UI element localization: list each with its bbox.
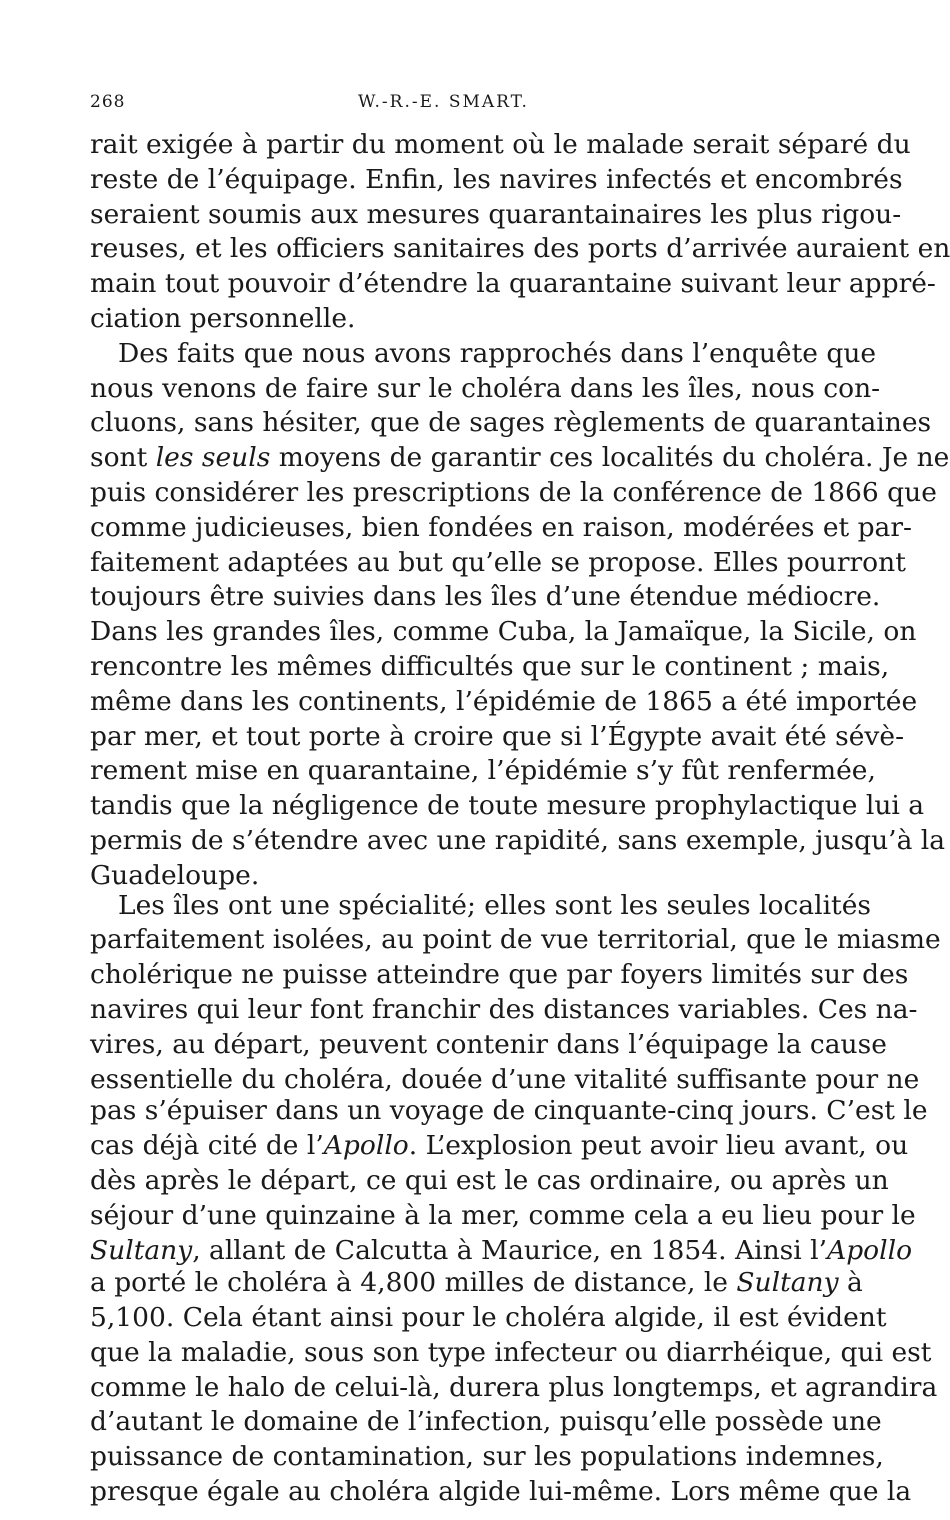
text-line: dès après le départ, ce qui est le cas ordinaire, ou après un <box>90 1164 889 1196</box>
text-segment: a porté le choléra à 4,800 milles de distance, le <box>90 1267 737 1299</box>
text-line: Dans les grandes îles, comme Cuba, la Jamaïque, la Sicile, on <box>90 616 917 648</box>
text-line: par mer, et tout porte à croire que si l’Égypte avait été sévè- <box>90 720 905 752</box>
text-line: tandis que la négligence de toute mesure prophylactique lui a <box>90 790 925 822</box>
text-line: parfaitement isolées, au point de vue territorial, que le miasme <box>90 924 941 956</box>
text-segment: moyens de garantir ces localités du choléra. Je ne <box>270 442 950 474</box>
running-title: W.-R.-E. SMART. <box>358 92 529 112</box>
text-line: nous venons de faire sur le choléra dans les îles, nous con- <box>90 372 881 404</box>
text-segment: , allant de Calcutta à Maurice, en 1854. Ainsi l’ <box>192 1234 828 1266</box>
text-segment: . L’explosion peut avoir lieu avant, ou <box>408 1130 909 1162</box>
text-line: seraient soumis aux mesures quarantainaires les plus rigou- <box>90 198 902 230</box>
text-line: toujours être suivies dans les îles d’une étendue médiocre. <box>90 581 881 613</box>
page-number: 268 <box>90 92 126 112</box>
text-line: d’autant le domaine de l’infection, puisqu’elle possède une <box>90 1406 882 1438</box>
emphasis-text: les seuls <box>155 442 271 474</box>
body-text <box>90 128 950 1520</box>
text-line: permis de s’étendre avec une rapidité, sans exemple, jusqu’à la <box>90 824 946 856</box>
text-line: Guadeloupe. <box>90 859 260 891</box>
text-line: rement mise en quarantaine, l’épidémie s’y fût renfermée, <box>90 755 876 787</box>
text-line <box>90 1129 909 1164</box>
text-line: cholérique ne puisse atteindre que par foyers limités sur des <box>90 959 909 991</box>
text-line: reuses, et les officiers sanitaires des ports d’arrivée auraient en <box>90 233 950 265</box>
text-line: que la maladie, sous son type infecteur ou diarrhéique, qui est <box>90 1336 932 1368</box>
emphasis-text: Apollo <box>323 1130 409 1162</box>
text-line <box>90 1266 863 1301</box>
text-line: 5,100. Cela étant ainsi pour le choléra algide, il est évident <box>90 1302 887 1334</box>
text-line: rait exigée à partir du moment où le malade serait séparé du <box>90 129 911 160</box>
text-line: même dans les continents, l’épidémie de 1865 a été importée <box>90 685 918 717</box>
text-line: rencontre les mêmes difficultés que sur le continent ; mais, <box>90 650 890 682</box>
page-header <box>90 92 740 116</box>
text-line <box>90 1234 913 1269</box>
text-line: ciation personnelle. <box>90 302 356 334</box>
emphasis-text: Sultany <box>736 1267 839 1299</box>
text-segment: cas déjà cité de l’ <box>90 1130 324 1162</box>
text-line: presque égale au choléra algide lui-même. Lors même que la <box>90 1476 912 1508</box>
paragraph-start: Les îles ont une spécialité; elles sont les seules localités <box>118 889 871 921</box>
text-line <box>90 441 950 476</box>
text-line: séjour d’une quinzaine à la mer, comme cela a eu lieu pour le <box>90 1199 916 1231</box>
text-line: essentielle du choléra, douée d’une vitalité suffisante pour ne <box>90 1063 920 1095</box>
text-segment: sont <box>90 442 156 474</box>
text-line: vires, au départ, peuvent contenir dans l’équipage la cause <box>90 1028 887 1060</box>
emphasis-text: Sultany <box>90 1234 193 1266</box>
text-line: comme judicieuses, bien fondées en raison, modérées et par- <box>90 511 912 543</box>
text-line: navires qui leur font franchir des distances variables. Ces na- <box>90 993 918 1025</box>
text-line: faitement adaptées au but qu’elle se propose. Elles pourront <box>90 546 906 578</box>
text-line: pas s’épuiser dans un voyage de cinquante-cinq jours. C’est le <box>90 1095 928 1127</box>
text-line: main tout pouvoir d’étendre la quarantaine suivant leur appré- <box>90 268 936 300</box>
text-line: cluons, sans hésiter, que de sages règlements de quarantaines <box>90 407 932 439</box>
text-segment: à <box>838 1267 863 1299</box>
text-line: puis considérer les prescriptions de la conférence de 1866 que <box>90 476 937 508</box>
paragraph-start: Des faits que nous avons rapprochés dans l’enquête que <box>118 337 877 369</box>
text-line: reste de l’équipage. Enfin, les navires infectés et encombrés <box>90 163 903 195</box>
text-line: puissance de contamination, sur les populations indemnes, <box>90 1441 884 1473</box>
emphasis-text: Apollo <box>827 1234 913 1266</box>
text-line: comme le halo de celui-là, durera plus longtemps, et agrandira <box>90 1371 938 1403</box>
